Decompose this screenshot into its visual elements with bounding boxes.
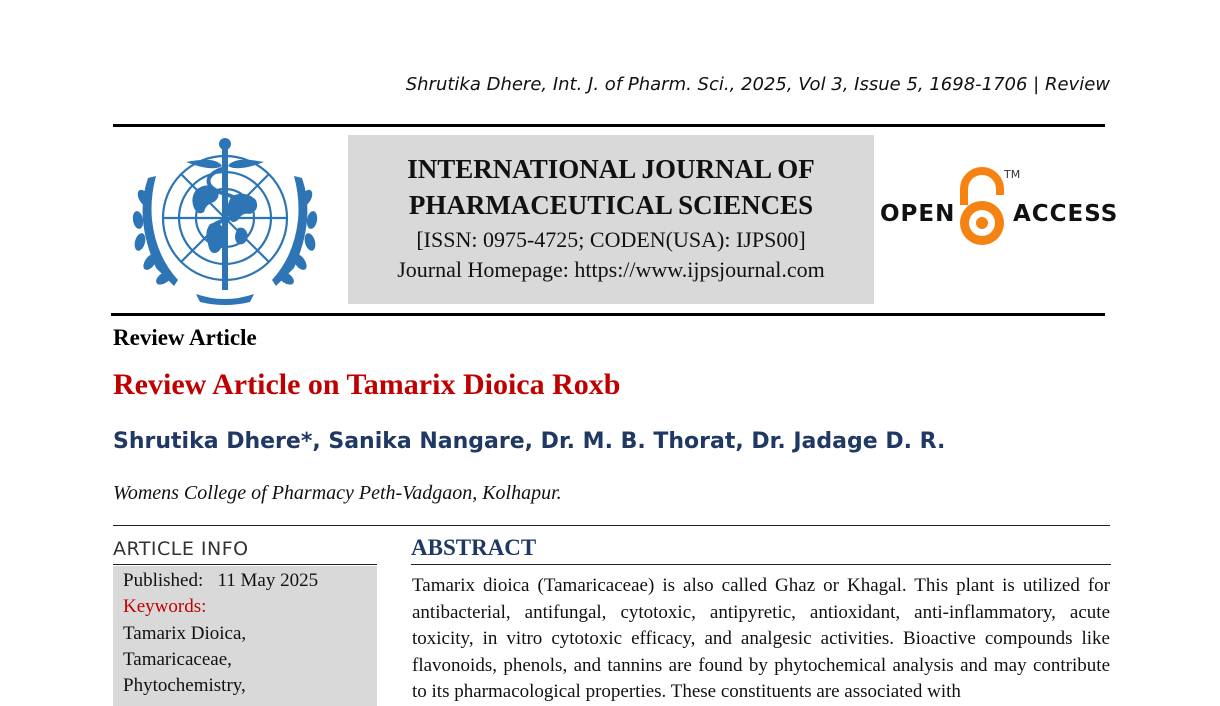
article-info-rule — [113, 564, 377, 565]
keyword-item: Tamarix Dioica, — [123, 623, 247, 644]
abstract-rule — [411, 564, 1111, 565]
keyword-item: Phytochemistry, — [123, 675, 246, 696]
masthead-rule — [111, 313, 1105, 316]
article-title: Review Article on Tamarix Dioica Roxb — [113, 368, 621, 401]
journal-issn: [ISSN: 0975-4725; CODEN(USA): IJPS00] — [416, 227, 806, 252]
article-info-box — [113, 566, 377, 706]
citation-header: Shrutika Dhere, Int. J. of Pharm. Sci., 2025, Vol 3, Issue 5, 1698-1706 | Review — [405, 74, 1110, 95]
article-info-heading: ARTICLE INFO — [113, 538, 249, 560]
journal-title-line2: PHARMACEUTICAL SCIENCES — [408, 190, 814, 220]
keyword-item: Tamaricaceae, — [123, 649, 232, 670]
published-label: Published: — [123, 570, 204, 591]
section-divider — [113, 525, 1110, 526]
open-label: OPEN — [880, 201, 956, 227]
abstract-heading: ABSTRACT — [411, 535, 537, 560]
author-list: Shrutika Dhere*, Sanika Nangare, Dr. M. B. Thorat, Dr. Jadage D. R. — [113, 429, 946, 454]
trademark-mark: TM — [1004, 168, 1021, 181]
journal-homepage-link[interactable]: Journal Homepage: https://www.ijpsjournal.com — [397, 257, 825, 282]
open-access-lock-icon — [956, 167, 1010, 251]
journal-title — [348, 151, 874, 223]
published-date: 11 May 2025 — [217, 570, 319, 591]
access-label: ACCESS — [1013, 201, 1119, 227]
journal-title-line1: INTERNATIONAL JOURNAL OF — [407, 154, 815, 184]
open-access-badge — [880, 162, 1119, 257]
journal-masthead — [348, 135, 874, 304]
keywords-label: Keywords: — [123, 596, 207, 617]
un-emblem-logo — [126, 138, 324, 306]
published-row — [123, 570, 318, 592]
article-type-label: Review Article — [113, 325, 257, 350]
top-rule — [113, 124, 1105, 127]
abstract-text: Tamarix dioica (Tamaricaceae) is also called Ghaz or Khagal. This plant is utilized for antibacterial, antifungal, cytotoxic, antipyretic, antioxidant, anti-inflammatory, acute toxicity, in vitro cytotoxic efficacy, and analgesic activities. Bioactive compounds like flavonoids, phenols, and tannins are found by phytochemical analysis and may contribute to its pharmacological properties. These constituents are associated with — [412, 575, 1110, 702]
affiliation: Womens College of Pharmacy Peth-Vadgaon, Kolhapur. — [113, 482, 562, 504]
